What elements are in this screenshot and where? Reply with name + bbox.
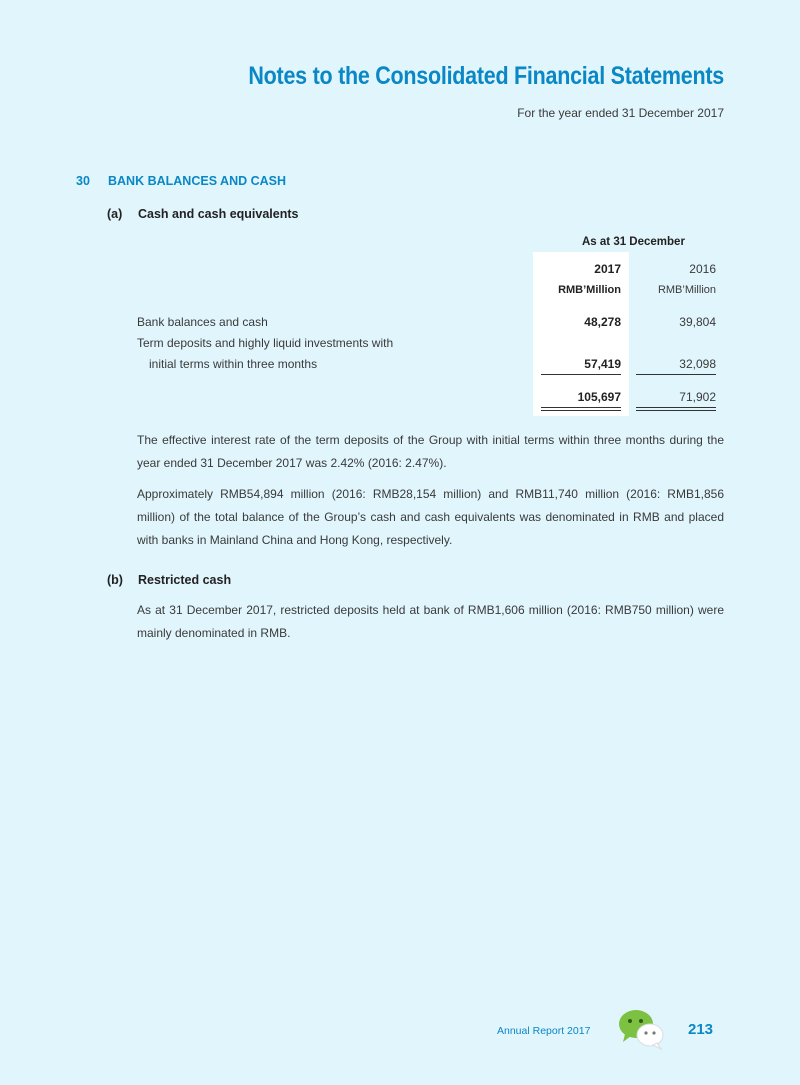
total-double-rule-2016 [636,407,716,408]
subsection-letter: (a) [107,207,123,221]
table-row-label: Bank balances and cash [137,315,268,329]
total-2016: 71,902 [679,390,716,404]
period-header: As at 31 December [582,236,685,248]
section-title: BANK BALANCES AND CASH [108,174,287,188]
subsection-title: Restricted cash [138,573,232,587]
denomination-paragraph: Approximately RMB54,894 million (2016: RMB28,154 million) and RMB11,740 million (2016: RMB1,856 million) of the total balance of the Group’s cash and cash equivalents was denominated in RMB and placed with banks in Mainland China and Hong Kong, respectively. [137,487,724,547]
subsection-heading-a [107,207,298,221]
footer-report-label: Annual Report 2017 [497,1025,591,1037]
column-unit-2016: RMB’Million [657,284,716,296]
subtotal-rule-2016 [636,374,716,375]
column-year-2016: 2016 [689,262,716,276]
interest-rate-paragraph: The effective interest rate of the term deposits of the Group with initial terms within three months during the year ended 31 December 2017 was 2.42% (2016: 2.47%). [137,433,724,470]
total-2017: 105,697 [577,390,621,404]
section-number: 30 [76,174,90,188]
table-row-label: Term deposits and highly liquid investments with [137,336,394,350]
total-double-rule-2016 [636,410,716,411]
total-double-rule-2017 [541,410,621,411]
page-title: Notes to the Consolidated Financial Statements [248,62,724,90]
subsection-letter: (b) [107,573,123,587]
table-cell-2017: 57,419 [584,357,621,371]
table-cell-2016: 32,098 [679,357,716,371]
table-cell-2016: 39,804 [679,315,716,329]
column-unit-2017: RMB’Million [558,284,621,296]
wechat-icon [616,1008,668,1052]
page-number: 213 [688,1021,714,1038]
total-double-rule-2017 [541,407,621,408]
subsection-title: Cash and cash equivalents [138,207,299,221]
subsection-heading-b [107,573,231,587]
restricted-cash-paragraph: As at 31 December 2017, restricted deposits held at bank of RMB1,606 million (2016: RMB750 million) were mainly denominated in RMB. [137,603,724,640]
section-heading [76,174,286,188]
table-cell-2017: 48,278 [584,315,621,329]
subtotal-rule-2017 [541,374,621,375]
page-subtitle: For the year ended 31 December 2017 [517,106,724,120]
column-year-2017: 2017 [594,262,621,276]
table-row-label: initial terms within three months [149,357,318,371]
